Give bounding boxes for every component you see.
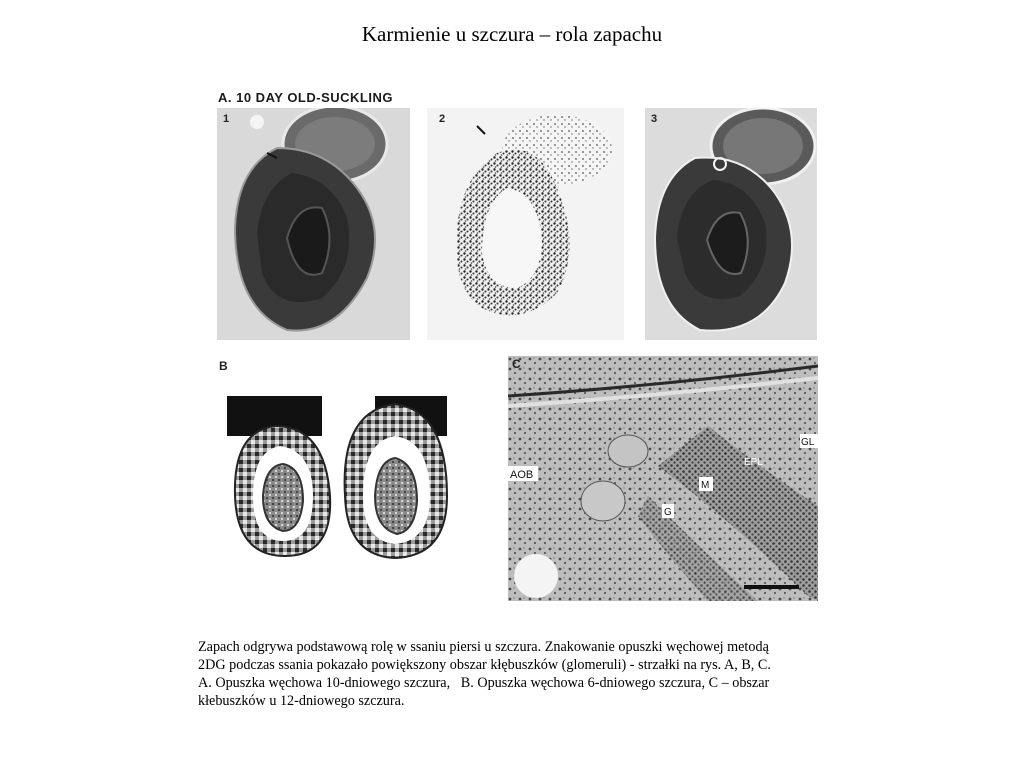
panel-a2-label: 2	[439, 113, 446, 125]
panel-c-label-gl: GL	[801, 437, 815, 448]
panel-a2-image	[427, 108, 624, 340]
panel-a3-label: 3	[651, 113, 658, 125]
panel-a3-illustration	[645, 108, 817, 340]
panel-c-label-m: M	[701, 480, 710, 491]
panel-c-label-epl: EPL	[744, 457, 763, 468]
panel-c-image	[508, 356, 818, 601]
panel-a1-image	[217, 108, 410, 340]
panel-b-image	[215, 356, 462, 601]
panel-a1-label: 1	[223, 113, 230, 125]
panel-a1-illustration	[217, 108, 410, 340]
figure-caption	[198, 638, 898, 710]
panel-c-label-aob: AOB	[510, 469, 534, 481]
panel-a3-image	[645, 108, 817, 340]
panel-a2-illustration	[427, 108, 624, 340]
caption-line-2: 2DG podczas ssania pokazało powiększony obszar kłębuszków (glomeruli) - strzałki na rys. A, B, C.	[198, 657, 771, 673]
panel-c-label: C	[512, 357, 521, 371]
panel-b-label: B	[219, 359, 228, 373]
caption-line-3: A. Opuszka węchowa 10-dniowego szczura, B. Opuszka węchowa 6-dniowego szczura, C – obszar	[198, 675, 770, 691]
slide-title: Karmienie u szczura – rola zapachu	[361, 22, 663, 46]
caption-line-1: Zapach odgrywa podstawową rolę w ssaniu piersi u szczura. Znakowanie opuszki węchowej metodą	[198, 639, 769, 655]
panel-b-illustration	[215, 356, 462, 601]
caption-line-4: kłebuszków u 12-dniowego szczura.	[198, 693, 405, 709]
panel-c-label-g: G	[664, 507, 672, 518]
panel-c-illustration	[508, 356, 818, 601]
figure-a-heading: A. 10 DAY OLD-SUCKLING	[218, 90, 393, 105]
